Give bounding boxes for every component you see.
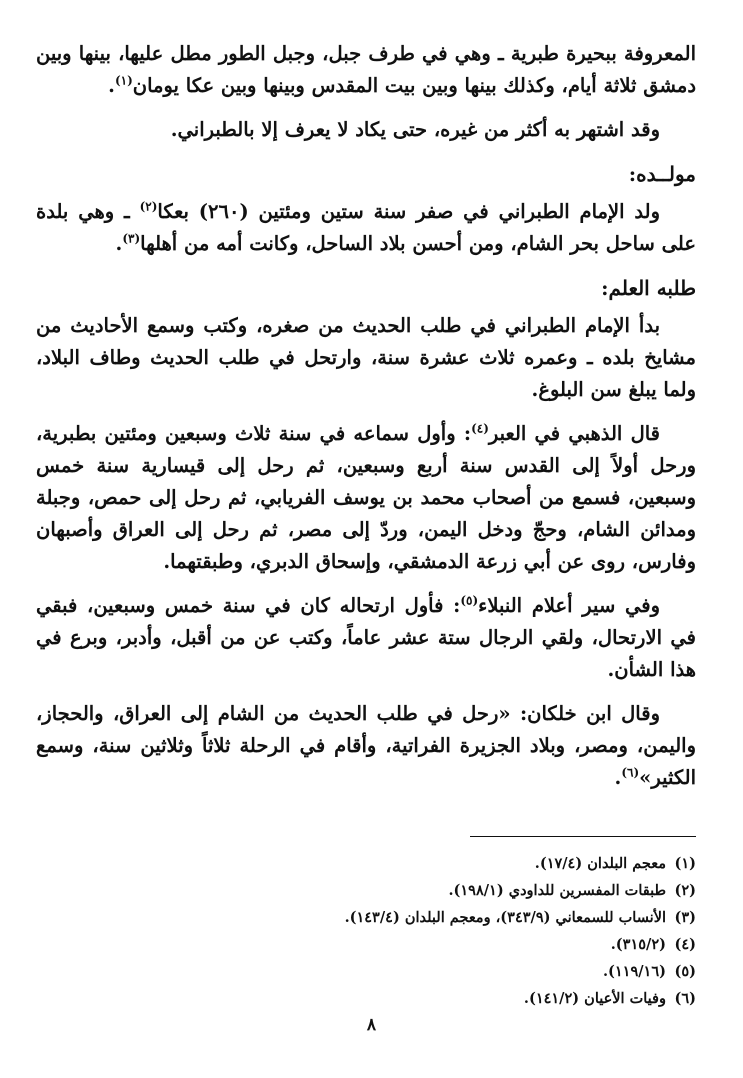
footnotes-list <box>36 850 696 1012</box>
footnote-ref: (٦) <box>621 765 640 780</box>
footnote-item <box>36 877 696 904</box>
paragraph-ibn-khallikan <box>36 698 696 794</box>
footnote-item <box>36 985 696 1012</box>
main-text <box>36 38 696 806</box>
footnote-text: (٣١٥/٢). <box>610 936 666 953</box>
paragraph-text: ـ وهي بلدة على ساحل بحر الشام، ومن أحسن بلاد الساحل، وكانت أمه من أهلها <box>36 200 696 255</box>
paragraph-text: ولد الإمام الطبراني في صفر سنة ستين ومئتين (٢٦٠) بعكا <box>157 200 660 223</box>
paragraph-study <box>36 310 696 406</box>
punctuation: . <box>614 766 622 789</box>
section-heading-study: طلبه العلم: <box>601 276 696 300</box>
footnote-text: (١١٩/١٦). <box>602 963 666 980</box>
footnote-number: (١) <box>674 855 696 872</box>
footnote-ref: (٢) <box>139 199 158 214</box>
footnote-item <box>36 904 696 931</box>
paragraph-fame <box>36 114 696 146</box>
paragraph-text: قال الذهبي في العبر <box>488 422 660 445</box>
footnote-separator <box>470 836 696 837</box>
footnote-item <box>36 850 696 877</box>
footnote-item <box>36 958 696 985</box>
footnote-item <box>36 931 696 958</box>
paragraph-tiberias <box>36 38 696 102</box>
section-heading-birth: مولــده: <box>628 162 696 186</box>
footnote-number: (٥) <box>674 963 696 980</box>
page-number: ٨ <box>366 1015 377 1035</box>
paragraph-text: : فأول ارتحاله كان في سنة خمس وسبعين، فبقي في الارتحال، ولقي الرجال ستة عشر عاماً، وكتب عن من أقبل، وأدبر، وبرع في هذا الشأن. <box>36 594 696 681</box>
footnote-number: (٦) <box>674 990 696 1007</box>
paragraph-text: بدأ الإمام الطبراني في طلب الحديث من صغره، وكتب وسمع الأحاديث من مشايخ بلده ـ وعمره ثلاث عشرة سنة، وارتحل في طلب الحديث وطاف البلاد، ولما يبلغ سن البلوغ. <box>36 314 696 401</box>
paragraph-text: وقال ابن خلكان: «رحل في طلب الحديث من الشام إلى العراق، والحجاز، واليمن، ومصر، وبلاد الجزيرة الفراتية، وأقام في الرحلة ثلاثاً وثلاثين سنة، وسمع الكثير» <box>36 702 696 789</box>
footnote-text: طبقات المفسرين للداودي (١٩٨/١). <box>448 882 666 899</box>
paragraph-text: وفي سير أعلام النبلاء <box>478 594 660 617</box>
footnote-text: وفيات الأعيان (١٤١/٢). <box>523 990 666 1007</box>
footnote-number: (٤) <box>674 936 696 953</box>
paragraph-text: المعروفة ببحيرة طبرية ـ وهي في طرف جبل، وجبل الطور مطل عليها، بينها وبين دمشق ثلاثة أيام، وكذلك بينها وبين بيت المقدس وبينها وبين عكا يومان <box>36 42 696 97</box>
footnote-ref: (٣) <box>122 231 141 246</box>
footnote-number: (٢) <box>674 882 696 899</box>
footnote-text: الأنساب للسمعاني (٣٤٣/٩)، ومعجم البلدان (١٤٣/٤). <box>344 909 666 926</box>
paragraph-siyar <box>36 590 696 686</box>
punctuation: . <box>115 232 123 255</box>
footnote-ref: (٤) <box>471 421 489 436</box>
footnote-number: (٣) <box>674 909 696 926</box>
paragraph-dhahabi <box>36 418 696 578</box>
footnote-ref: (١) <box>114 73 133 88</box>
footnote-ref: (٥) <box>460 593 479 608</box>
punctuation: . <box>108 74 115 97</box>
footnote-text: معجم البلدان (١٧/٤). <box>534 855 666 872</box>
paragraph-text: وقد اشتهر به أكثر من غيره، حتى يكاد لا يعرف إلا بالطبراني. <box>170 118 660 141</box>
paragraph-birth <box>36 196 696 260</box>
paragraph-text: : وأول سماعه في سنة ثلاث وسبعين ومئتين بطبرية، ورحل أولاً إلى القدس سنة أربع وسبعين، ثم رحل إلى قيسارية سنة خمس وسبعين، فسمع من أصحاب محمد بن يوسف الفريابي، ثم رحل إلى حمص، وجبلة ومدائن الشام، وحجّ ودخل اليمن، وردّ إلى مصر، ثم رحل إلى العراق وأصبهان وفارس، روى عن أبي زرعة الدمشقي، وإسحاق الدبري، وطبقتهما. <box>36 422 696 573</box>
